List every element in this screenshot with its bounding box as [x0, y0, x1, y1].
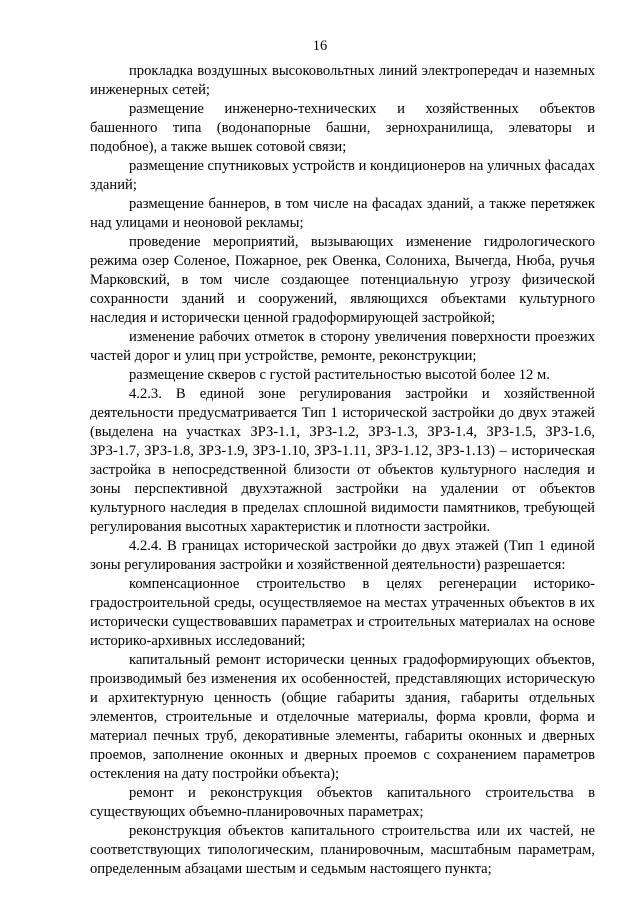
paragraph-permitted-reconstruction: ремонт и реконструкция объектов капитального строительства в существующих объемно-планировочных параметрах;	[90, 785, 595, 820]
paragraph-permitted-nonconforming: реконструкция объектов капитального строительства или их частей, не соответствующих типологическим, планировочным, масштабным параметрам, определенным абзацами шестым и седьмым настоящего пункта;	[90, 823, 595, 877]
paragraph-prohibition-banners: размещение баннеров, в том числе на фасадах зданий, а также перетяжек над улицами и неоновой рекламы;	[90, 196, 595, 231]
paragraph-prohibition-squares: размещение скверов с густой растительностью высотой более 12 м.	[129, 367, 550, 383]
paragraph-prohibition-satellite-devices: размещение спутниковых устройств и кондиционеров на уличных фасадах зданий;	[90, 158, 595, 193]
paragraph-prohibition-road-levels: изменение рабочих отметок в сторону увеличения поверхности проезжих частей дорог и улиц при устройстве, ремонте, реконструкции;	[90, 329, 595, 364]
paragraph-prohibition-hydrology: проведение мероприятий, вызывающих изменение гидрологического режима озер Соленое, Пожарное, рек Овенка, Солониха, Вычегда, Нюба, ручья Марковский, в том числе создающее потенциальную угрозу физической сохранности зданий и сооружений, являющихся объектами культурного наследия и исторически ценной градоформирующей застройкой;	[90, 234, 595, 326]
paragraph-prohibition-power-lines: прокладка воздушных высоковольтных линий электропередач и наземных инженерных сетей;	[90, 63, 595, 98]
document-body	[90, 62, 595, 879]
paragraph-section-4-2-3: 4.2.3. В единой зоне регулирования застройки и хозяйственной деятельности предусматривается Тип 1 исторической застройки до двух этажей (выделена на участках ЗРЗ-1.1, ЗРЗ-1.2, ЗРЗ-1.3, ЗРЗ-1.4, ЗРЗ-1.5, ЗРЗ-1.6, ЗРЗ-1.7, ЗРЗ-1.8, ЗРЗ-1.9, ЗРЗ-1.10, ЗРЗ-1.11, ЗРЗ-1.12, ЗРЗ-1.13) – историческая застройка в непосредственной близости от объектов культурного наследия и зоны перспективной двухэтажной застройки на удалении от объектов культурного наследия в пределах сплошной видимости памятников, требующей регулирования высотных характеристик и плотности застройки.	[90, 386, 595, 535]
page-number: 16	[312, 38, 328, 54]
paragraph-permitted-capital-repair: капитальный ремонт исторически ценных градоформирующих объектов, производимый без изменения их особенностей, представляющих историческую и архитектурную ценность (общие габариты здания, габариты отдельных элементов, строительные и отделочные материалы, форма кровли, форма и материал печных труб, декоративные элементы, габариты оконных и дверных проемов, заполнение оконных и дверных проемов с сохранением параметров остекления на дату постройки объекта);	[90, 652, 595, 782]
paragraph-permitted-compensation: компенсационное строительство в целях регенерации историко-градостроительной среды, осуществляемое на местах утраченных объектов в их исторически существовавших параметрах и строительных материалах на основе историко-архивных исследований;	[90, 576, 595, 649]
paragraph-prohibition-tower-objects: размещение инженерно-технических и хозяйственных объектов башенного типа (водонапорные башни, зернохранилища, элеваторы и подобное), а также вышек сотовой связи;	[90, 101, 595, 155]
paragraph-section-4-2-4: 4.2.4. В границах исторической застройки до двух этажей (Тип 1 единой зоны регулирования застройки и хозяйственной деятельности) разрешается:	[90, 538, 595, 573]
